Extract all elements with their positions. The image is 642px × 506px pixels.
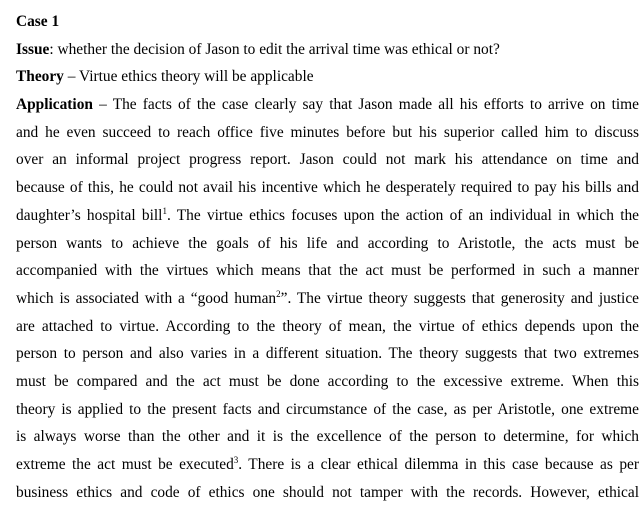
paragraph-line — [16, 285, 639, 313]
application-line-1 — [16, 91, 639, 119]
paragraph-line: business ethics and code of ethics one should not tamper with the records. However, ethical — [16, 483, 639, 501]
paragraph-text: which is associated with a “good human — [16, 289, 277, 307]
application-label: Application — [16, 96, 93, 114]
issue-text: : whether the decision of Jason to edit the arrival time was ethical or not? — [49, 40, 500, 58]
paragraph-line: over an informal project progress report. Jason could not mark his attendance on time and — [16, 151, 639, 169]
issue-line — [16, 36, 642, 64]
paragraph-line: because of this, he could not avail his incentive which he desperately required to pay his bills and — [16, 179, 639, 197]
paragraph-text: extreme the act must be executed — [16, 456, 234, 473]
document-page — [16, 8, 642, 506]
paragraph-text: . There is a clear ethical dilemma in this case because as per — [238, 456, 639, 473]
theory-text: – Virtue ethics theory will be applicable — [63, 68, 314, 86]
paragraph-line: theory is applied to the present facts and circumstance of the case, as per Aristotle, one extreme — [16, 400, 639, 418]
paragraph-line — [16, 451, 639, 479]
footnote-ref-2[interactable]: 2 — [276, 288, 281, 299]
paragraph-line: must be compared and the act must be done according to the excessive extreme. When this — [16, 372, 639, 390]
paragraph-line: and he even succeed to reach office five minutes before but his superior called him to discuss — [16, 123, 639, 141]
paragraph-text: ”. The virtue theory suggests that generosity and justice — [280, 289, 639, 307]
paragraph-text: daughter’s hospital bill — [16, 206, 163, 224]
paragraph-line: accompanied with the virtues which means that the act must be performed in such a manner — [16, 262, 639, 280]
theory-line — [16, 63, 642, 91]
paragraph-text: . The virtue ethics focuses upon the action of an individual in which the — [166, 206, 639, 224]
case-heading: Case 1 — [16, 13, 60, 30]
paragraph-line: person wants to achieve the goals of his life and according to Aristotle, the acts must be — [16, 234, 639, 252]
paragraph-line: person to person and also varies in a different situation. The theory suggests that two extremes — [16, 345, 639, 363]
footnote-ref-3[interactable]: 3 — [233, 454, 239, 465]
issue-label: Issue — [16, 40, 50, 58]
paragraph-text: The facts of the case clearly say that Jason made all his efforts to arrive on time — [112, 96, 639, 114]
paragraph-line — [16, 202, 639, 230]
application-dash: – — [92, 96, 113, 114]
paragraph-line: is always worse than the other and it is the excellence of the person to determine, for which — [16, 428, 639, 446]
theory-label: Theory — [16, 68, 64, 86]
paragraph-line: are attached to virtue. According to the theory of mean, the virtue of ethics depends upon the — [16, 317, 639, 335]
footnote-ref-1[interactable]: 1 — [162, 205, 167, 216]
